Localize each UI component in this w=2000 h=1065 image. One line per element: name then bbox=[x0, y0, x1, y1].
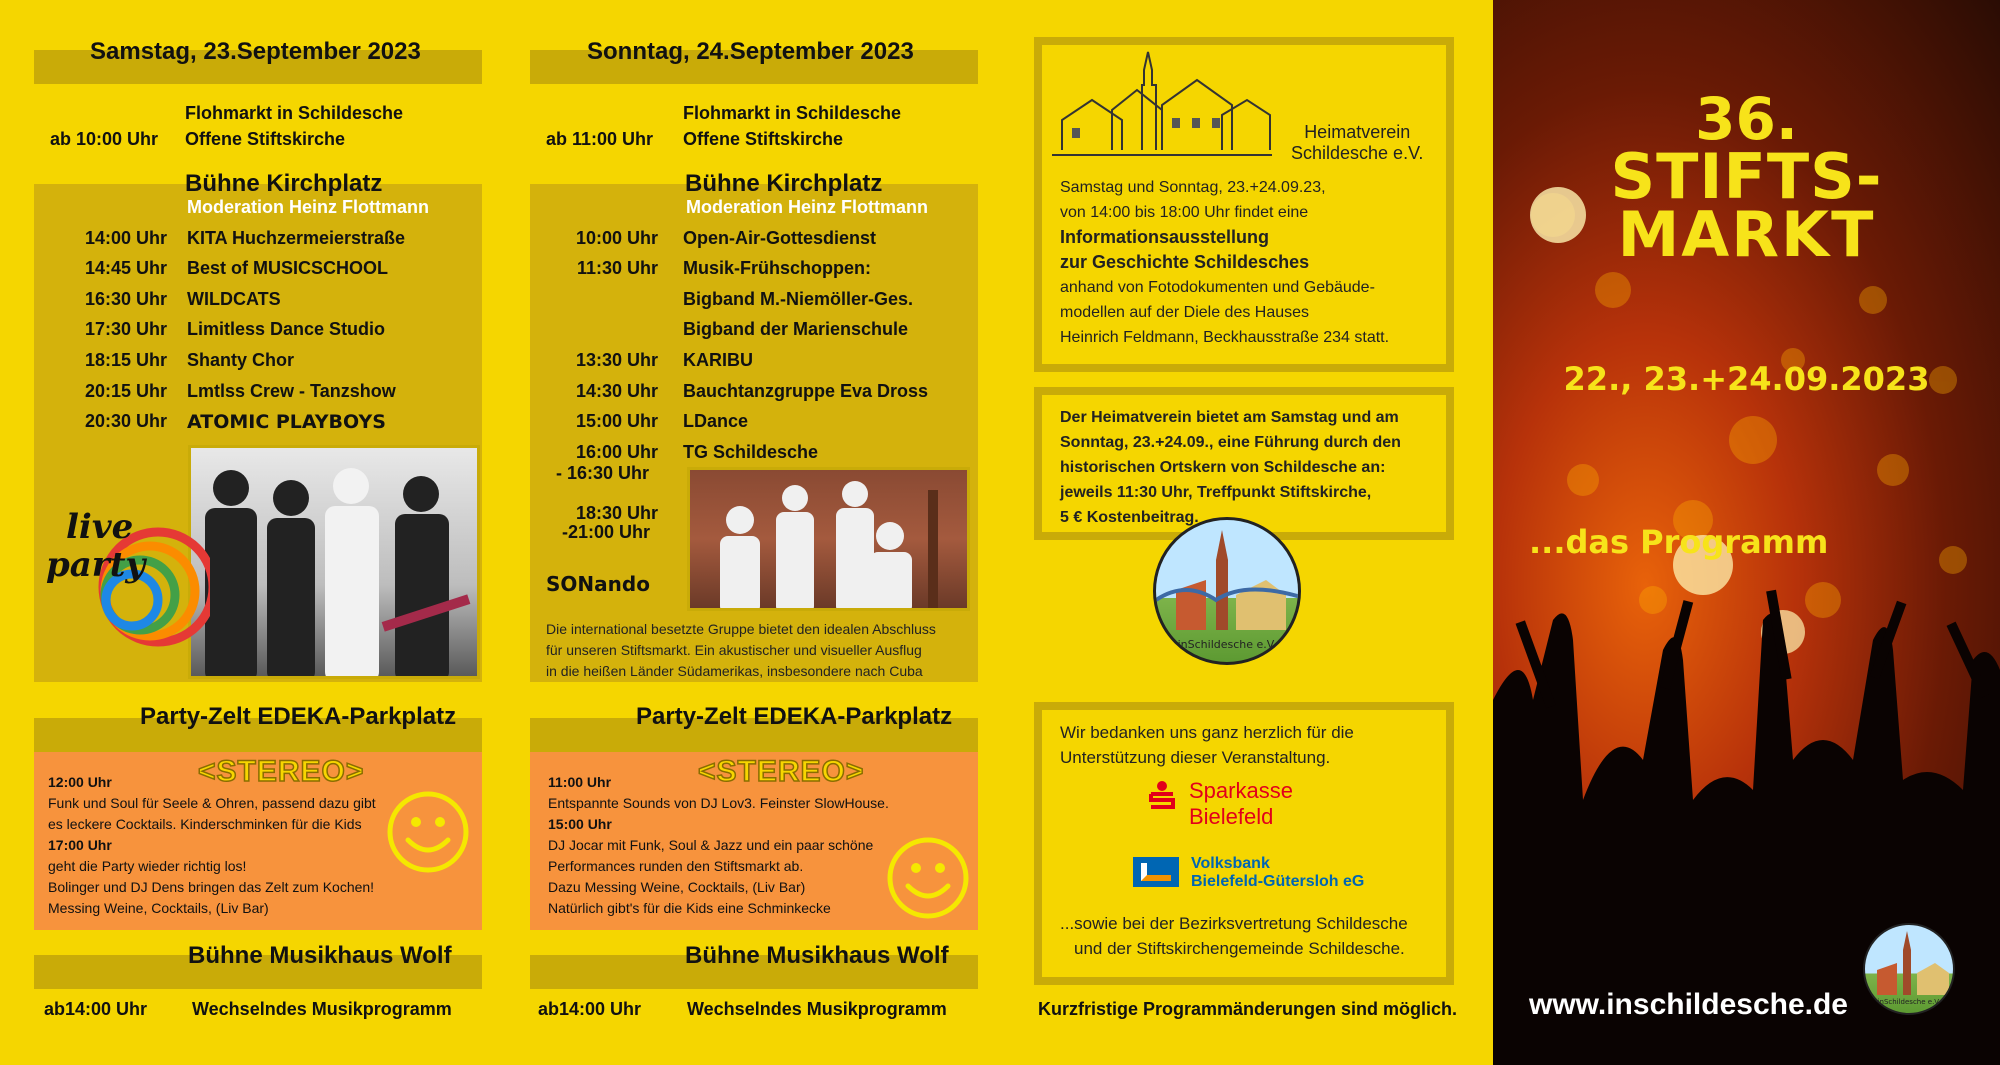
cover-title: 36. STIFTS- MARKT bbox=[1610, 85, 1883, 271]
sonando-photo bbox=[687, 467, 970, 611]
sonando-name: SONando bbox=[546, 572, 650, 596]
sunday-header: Sonntag, 24.September 2023 bbox=[587, 38, 914, 65]
logo-text: inSchildesche e.V. bbox=[1177, 638, 1277, 651]
tent-schedule: 11:00 Uhr Entspannte Sounds von DJ Lov3. Feinster SlowHouse. 15:00 Uhr DJ Jocar mit Funk, Soul & Jazz und ein paar schöne Performances runden den Stiftsmarkt ab. Dazu Messing Weine, Cocktails, (Liv Bar) Natürlich gibt's für die Kids eine Schminkecke bbox=[548, 774, 889, 916]
stereo-title: <STEREO> bbox=[198, 755, 365, 788]
village-sketch-icon bbox=[1052, 50, 1272, 160]
cover-logo bbox=[1863, 923, 1955, 1015]
flohmarkt-line1: Flohmarkt in Schildesche bbox=[185, 103, 404, 123]
flohmarkt-line2: Offene Stiftskirche bbox=[683, 129, 844, 149]
tent-title: Party-Zelt EDEKA-Parkplatz bbox=[636, 703, 953, 730]
sonando-description: Die international besetzte Gruppe bietet den idealen Abschluss für unseren Stiftsmarkt. Ein akustischer und visueller Ausflug in die heißen Länder Südamerikas, insbesondere nach Cuba bbox=[546, 621, 936, 679]
stage-title: Bühne Kirchplatz bbox=[685, 170, 883, 197]
logo-text: inSchildesche e.V. bbox=[1877, 998, 1941, 1006]
tent-schedule: 12:00 Uhr Funk und Soul für Seele & Ohren, passend dazu gibt es leckere Cocktails. Kinderschminken für die Kids 17:00 Uhr geht die Party wieder richtig los! Bolinger und DJ Dens bringen das Zelt zum Kochen! Messing Weine, Cocktails, (Liv Bar) bbox=[48, 774, 376, 916]
inschildesche-logo bbox=[1153, 517, 1301, 665]
wolf-time: ab14:00 Uhr bbox=[44, 999, 148, 1019]
flohmarkt-time: ab 10:00 Uhr bbox=[50, 129, 159, 149]
sparkasse-name: Sparkasse Bielefeld bbox=[1189, 778, 1293, 829]
thanks-text: Wir bedanken uns ganz herzlich für die Unterstützung dieser Veranstaltung. bbox=[1060, 723, 1354, 767]
band-silhouettes bbox=[191, 448, 480, 679]
band-silhouettes bbox=[690, 470, 970, 611]
volksbank-icon bbox=[1133, 857, 1179, 887]
website-link[interactable]: www.inschildesche.de bbox=[1529, 988, 1848, 1021]
also-thanks-text: ...sowie bei der Bezirksvertretung Schildesche und der Stiftskirchengemeinde Schildesche. bbox=[1060, 914, 1408, 958]
stage-title: Bühne Kirchplatz bbox=[185, 170, 383, 197]
flohmarkt-line1: Flohmarkt in Schildesche bbox=[683, 103, 902, 123]
atomic-playboys-photo bbox=[188, 445, 480, 679]
tour-text: Der Heimatverein bietet am Samstag und am Sonntag, 23.+24.09., eine Führung durch den historischen Ortskern von Schildesche an: jeweils 11:30 Uhr, Treffpunkt Stiftskirche, 5 € Kostenbeitrag. bbox=[1060, 409, 1401, 526]
flohmarkt-time: ab 11:00 Uhr bbox=[546, 129, 654, 149]
wolf-time: ab14:00 Uhr bbox=[538, 999, 642, 1019]
time-late-start: 18:30 Uhr bbox=[576, 503, 659, 523]
live-text: live bbox=[66, 507, 134, 547]
wolf-text: Wechselndes Musikprogramm bbox=[192, 999, 452, 1019]
time-end: - 16:30 Uhr bbox=[556, 463, 650, 483]
moderation: Moderation Heinz Flottmann bbox=[187, 197, 429, 217]
moderation: Moderation Heinz Flottmann bbox=[686, 197, 928, 217]
smiley-icon bbox=[386, 790, 470, 874]
wolf-title: Bühne Musikhaus Wolf bbox=[188, 942, 452, 969]
live-party-logo bbox=[40, 505, 210, 655]
stereo-title: <STEREO> bbox=[698, 755, 865, 788]
tent-title: Party-Zelt EDEKA-Parkplatz bbox=[140, 703, 457, 730]
saturday-header: Samstag, 23.September 2023 bbox=[90, 38, 421, 65]
sparkasse-s-icon bbox=[1147, 780, 1177, 810]
smiley-icon bbox=[886, 836, 970, 920]
volksbank-name: Volksbank Bielefeld-Gütersloh eG bbox=[1191, 855, 1365, 890]
footer-note: Kurzfristige Programmänderungen sind möglich. bbox=[1038, 999, 1458, 1019]
party-text: party bbox=[46, 545, 146, 585]
wolf-title: Bühne Musikhaus Wolf bbox=[685, 942, 949, 969]
heimatverein-name: Heimatverein Schildesche e.V. bbox=[1291, 122, 1424, 163]
exhibition-text: Samstag und Sonntag, 23.+24.09.23, von 14:00 bis 18:00 Uhr findet eine Informationsausstellung zur Geschichte Schildesches anhand von Fotodokumenten und Gebäude- modellen auf der Diele des Hauses Heinrich Feldmann, Beckhausstraße 234 statt. bbox=[1060, 179, 1390, 346]
cover-subtitle: ...das Programm bbox=[1529, 523, 1829, 561]
cover-panel bbox=[1493, 0, 2000, 1065]
wolf-text: Wechselndes Musikprogramm bbox=[687, 999, 947, 1019]
flohmarkt-line2: Offene Stiftskirche bbox=[185, 129, 346, 149]
cover-dates: 22., 23.+24.09.2023 bbox=[1563, 360, 1930, 398]
time-late-end: -21:00 Uhr bbox=[562, 522, 651, 542]
